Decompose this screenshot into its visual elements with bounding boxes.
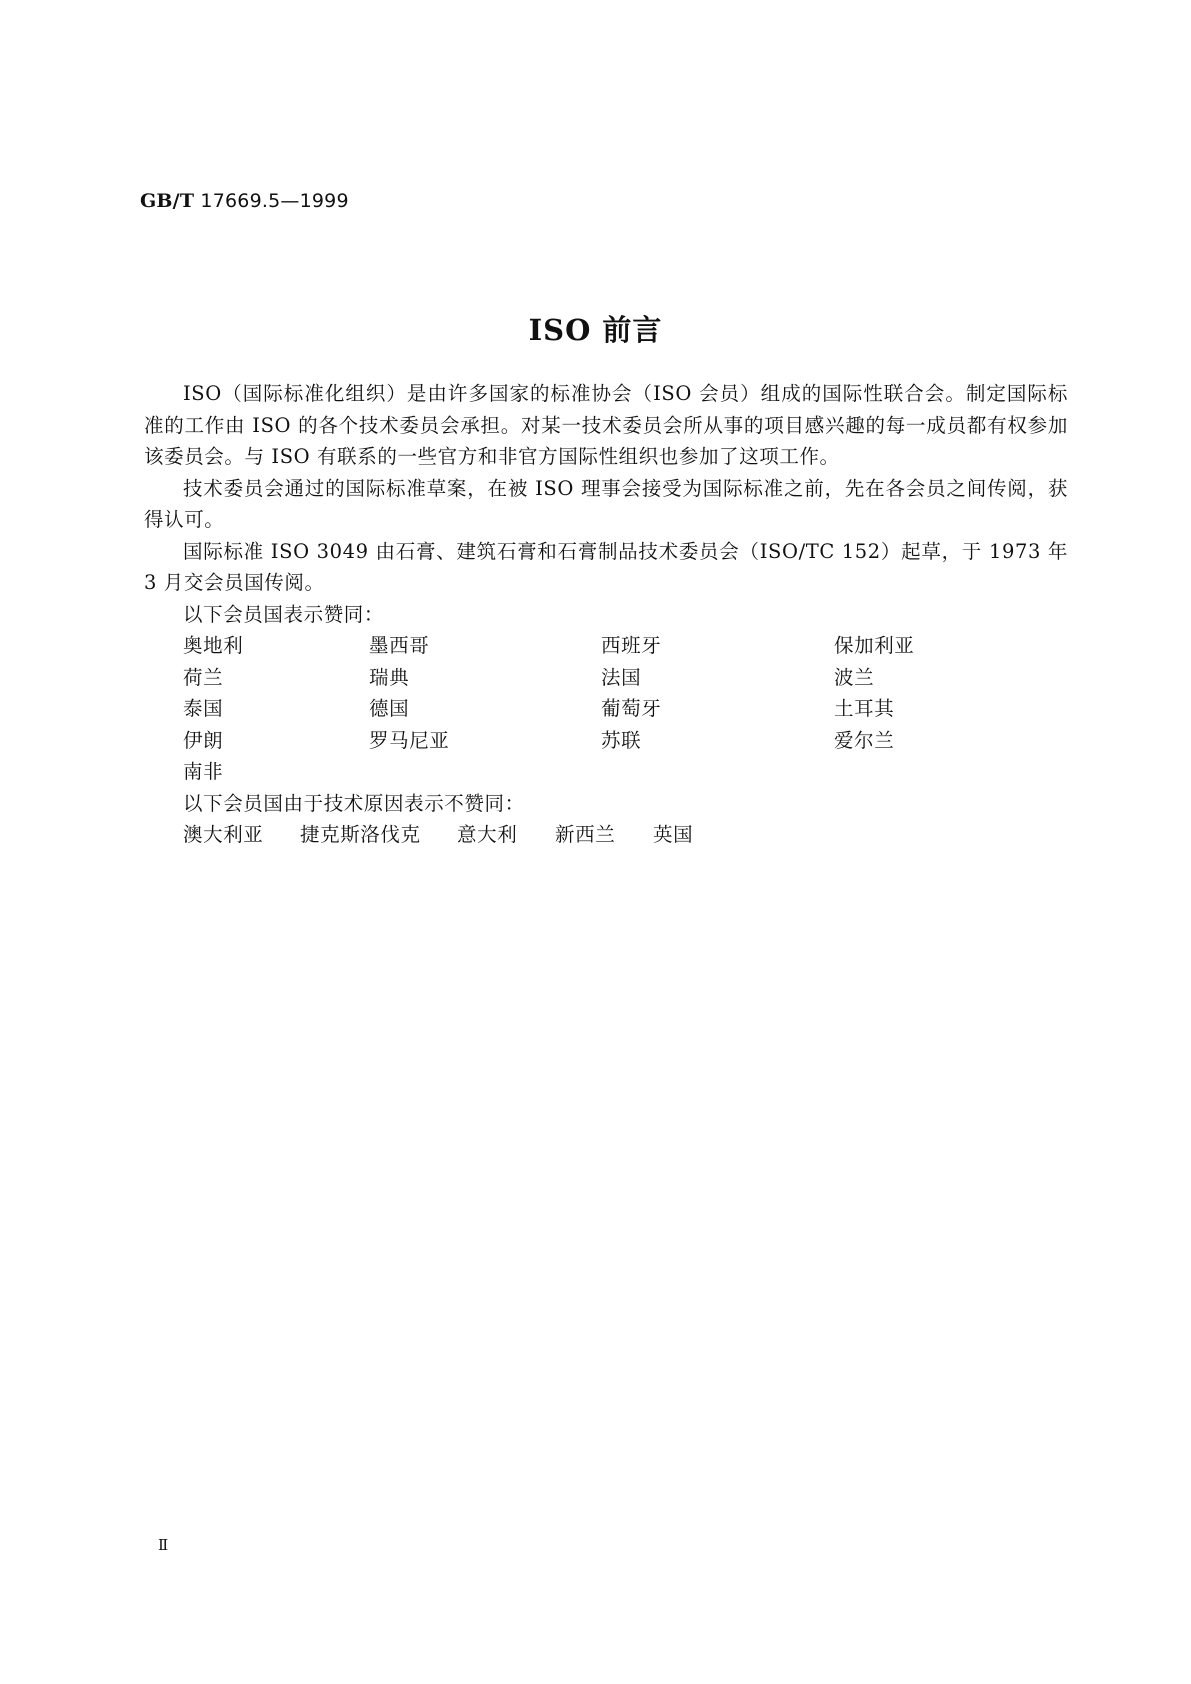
country-item: 意大利 <box>457 823 518 846</box>
country-item: 波兰 <box>834 665 875 689</box>
country-item: 捷克斯洛伐克 <box>300 823 421 846</box>
standard-code <box>140 190 349 212</box>
paragraph-draft-circulation: 技术委员会通过的国际标准草案，在被 ISO 理事会接受为国际标准之前，先在各会员之间传阅，获得认可。 <box>144 476 1068 531</box>
country-item: 葡萄牙 <box>601 697 662 720</box>
country-item: 保加利亚 <box>834 634 915 657</box>
disapproval-intro: 以下会员国由于技术原因表示不赞同： <box>183 791 525 815</box>
document-body <box>144 378 1068 851</box>
country-item: 苏联 <box>601 728 642 752</box>
country-item: 罗马尼亚 <box>369 728 450 752</box>
page-title: ISO 前言 <box>528 313 663 347</box>
country-item: 澳大利亚 <box>183 823 264 846</box>
country-item: 土耳其 <box>834 697 895 720</box>
standard-number: 17669.5—1999 <box>200 190 349 212</box>
country-item: 奥地利 <box>183 634 244 657</box>
standard-prefix: GB/T <box>140 190 195 212</box>
country-item: 南非 <box>183 760 224 783</box>
country-item: 伊朗 <box>183 728 224 752</box>
country-item: 爱尔兰 <box>834 728 895 752</box>
country-item: 英国 <box>653 823 694 846</box>
country-item: 德国 <box>369 697 410 720</box>
page-number: Ⅱ <box>158 1536 169 1554</box>
country-item: 西班牙 <box>601 634 662 657</box>
paragraph-iso-intro: ISO（国际标准化组织）是由许多国家的标准协会（ISO 会员）组成的国际性联合会。制定国际标准的工作由 ISO 的各个技术委员会承担。对某一技术委员会所从事的项目感兴趣的每一成员都有权参加该委员会。与 ISO 有联系的一些官方和非官方国际性组织也参加了这项工作。 <box>144 382 1068 468</box>
country-item: 瑞典 <box>369 665 410 689</box>
paragraph-iso-3049: 国际标准 ISO 3049 由石膏、建筑石膏和石膏制品技术委员会（ISO/TC 152）起草，于 1973 年 3 月交会员国传阅。 <box>144 539 1068 594</box>
country-item: 墨西哥 <box>369 634 430 657</box>
country-item: 法国 <box>601 665 642 689</box>
approval-country-list <box>144 630 1068 788</box>
country-item: 荷兰 <box>183 665 224 689</box>
disapproval-country-list <box>144 819 1068 851</box>
approval-intro: 以下会员国表示赞同： <box>183 602 385 626</box>
country-item: 泰国 <box>183 697 224 720</box>
country-item: 新西兰 <box>555 823 616 846</box>
